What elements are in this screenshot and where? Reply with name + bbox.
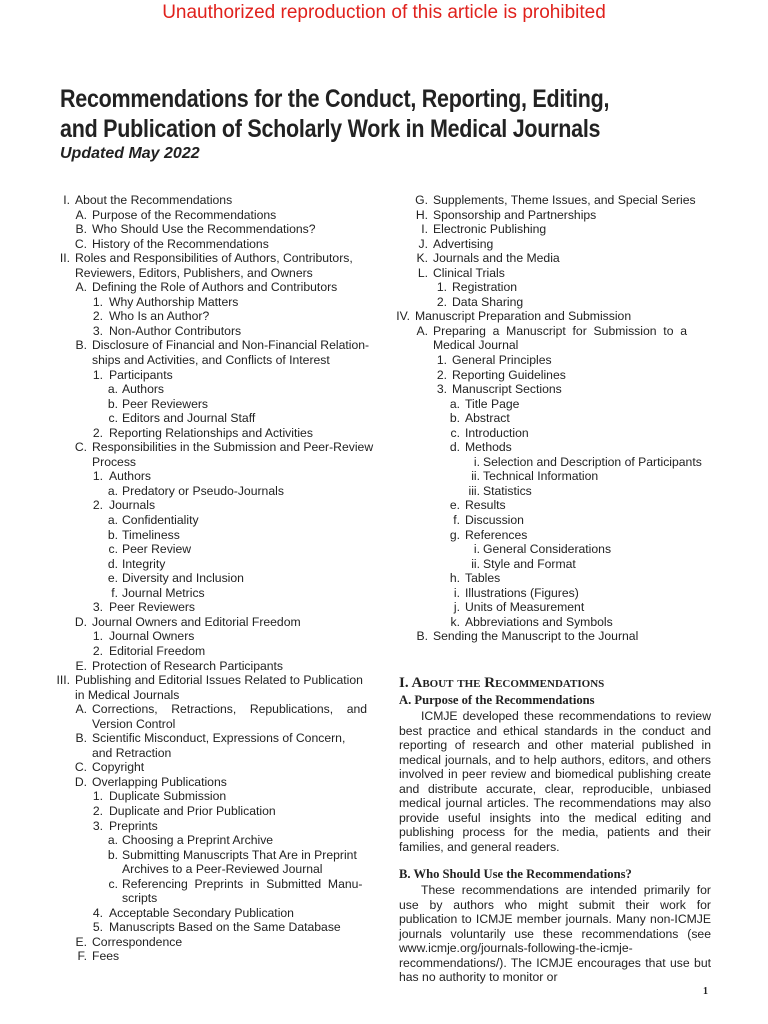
toc-entry-text: Publishing and Editorial Issues Related to Publication: [75, 673, 363, 688]
toc-entry-text: Peer Reviewers: [122, 396, 209, 411]
toc-entry-number: C.: [74, 236, 87, 251]
toc-entry-number: 1.: [92, 294, 103, 309]
toc-entry: [385, 513, 715, 528]
toc-entry: [40, 804, 375, 819]
toc-entry: [385, 469, 715, 484]
toc-entry-number: II.: [59, 251, 70, 266]
toc-entry-number: a.: [107, 833, 118, 848]
toc-entry-text: Scientific Misconduct, Expressions of Concern,: [92, 731, 346, 746]
toc-entry-text: Abbreviations and Symbols: [465, 614, 613, 629]
toc-entry-number: e.: [107, 571, 118, 586]
toc-entry-text: Fees: [92, 949, 120, 964]
toc-entry-text: Technical Information: [483, 469, 599, 484]
toc-entry: [385, 615, 715, 630]
toc-entry: [40, 702, 375, 717]
toc-entry-number: i.: [473, 542, 480, 557]
subsection-a-heading: A. Purpose of the Recommendations: [399, 693, 595, 707]
toc-entry: [40, 324, 375, 339]
toc-entry: [385, 557, 715, 572]
toc-entry-text: Editorial Freedom: [109, 643, 206, 658]
toc-entry-number: 2.: [92, 425, 103, 440]
toc-entry-number: a.: [107, 513, 118, 528]
toc-entry-number: I.: [63, 193, 70, 207]
toc-entry-number: B.: [416, 629, 428, 644]
toc-entry-text: Submitting Manuscripts That Are in Preprint: [122, 847, 357, 862]
toc-entry-text: Journal Metrics: [122, 585, 205, 600]
toc-entry-text: Referencing Preprints in Submitted Manu-: [122, 876, 363, 891]
toc-entry-number: 5.: [92, 920, 103, 935]
toc-entry-text: Illustrations (Figures): [465, 585, 579, 600]
toc-entry-text: Choosing a Preprint Archive: [122, 833, 274, 848]
toc-entry-number: ii.: [471, 469, 480, 484]
toc-entry-text: Why Authorship Matters: [109, 294, 239, 309]
toc-entry: [40, 193, 375, 208]
toc-entry: [40, 309, 375, 324]
toc-entry-text: Overlapping Publications: [92, 774, 227, 789]
toc-entry-number: IV.: [396, 309, 410, 324]
toc-entry: [385, 309, 715, 324]
toc-entry-text: Authors: [109, 469, 152, 484]
toc-entry-text: Advertising: [433, 236, 494, 251]
toc-entry-text: Who Should Use the Recommendations?: [92, 222, 316, 237]
toc-entry-text: Introduction: [465, 425, 529, 440]
toc-entry-text: Version Control: [92, 716, 176, 731]
toc-entry: [40, 557, 375, 572]
toc-entry-text: Authors: [122, 382, 165, 397]
toc-entry-number: 3.: [92, 323, 103, 338]
toc-entry-text: Data Sharing: [452, 294, 524, 309]
toc-entry: [40, 368, 375, 383]
toc-entry-number: 1.: [436, 353, 447, 368]
toc-entry-number: 2.: [92, 643, 103, 658]
document-subtitle: Updated May 2022: [60, 145, 200, 162]
toc-entry-text: Roles and Responsibilities of Authors, Contributors,: [75, 251, 353, 266]
toc-entry-number: e.: [449, 498, 460, 513]
toc-entry: [40, 833, 375, 848]
toc-entry-text: Peer Reviewers: [109, 600, 196, 615]
toc-entry-number: L.: [417, 265, 428, 280]
toc-entry-number: A.: [416, 323, 428, 338]
toc-entry-text: Archives to a Peer-Reviewed Journal: [122, 862, 323, 877]
toc-entry: [40, 862, 375, 877]
toc-entry: [40, 222, 375, 237]
toc-entry: [40, 935, 375, 950]
toc-entry: [40, 382, 375, 397]
subsection-a-paragraph: ICMJE developed these recommendations to review best practice and ethical standards in the conduct and reporting of research and other material published in medical journals, and to help authors, editors, and others involved in peer review and biomedical publishing create and distribute accurate, clear, reproducible, unbiased medical journal articles. The recommendations may also provide useful insights into the medical editing and publishing process for the media, patients and their families, and general readers.: [399, 709, 711, 854]
toc-entry-text: Manuscripts Based on the Same Database: [109, 920, 341, 935]
toc-entry-text: Journal Owners and Editorial Freedom: [92, 614, 301, 629]
toc-entry-number: H.: [415, 207, 428, 222]
toc-entry-text: Electronic Publishing: [433, 222, 547, 237]
toc-entry-text: Units of Measurement: [465, 600, 585, 615]
toc-entry-number: 1.: [436, 280, 447, 295]
toc-entry-text: Sending the Manuscript to the Journal: [433, 629, 639, 644]
toc-entry: [385, 193, 715, 208]
toc-entry-text: Timeliness: [122, 527, 180, 542]
toc-entry: [40, 266, 375, 281]
toc-entry-number: A.: [75, 280, 87, 295]
toc-entry-text: in Medical Journals: [75, 687, 180, 702]
toc-entry-text: Statistics: [483, 483, 532, 498]
toc-entry-number: C.: [74, 760, 87, 775]
toc-entry: [40, 513, 375, 528]
toc-entry-number: A.: [75, 702, 87, 717]
toc-entry: [385, 382, 715, 397]
subsection-b-paragraph: These recommendations are intended primarily for use by authors who might submit their work for publication to ICMJE member journals. Many non-ICMJE journals voluntarily use these recommendations (see www.icmje.org/journals-following-the-icmje-recommendations/). The ICMJE encourages that use but has no authority to monitor or: [399, 883, 711, 984]
toc-entry: [40, 455, 375, 470]
toc-left-column: [40, 193, 375, 964]
subsection-b-body: [399, 883, 711, 985]
toc-entry: [40, 237, 375, 252]
toc-entry-number: b.: [449, 411, 460, 426]
toc-entry: [385, 542, 715, 557]
toc-entry-text: Reviewers, Editors, Publishers, and Owners: [75, 265, 313, 280]
toc-entry-text: Registration: [452, 280, 518, 295]
toc-entry-number: b.: [107, 396, 118, 411]
toc-entry-text: Preparing a Manuscript for Submission to a: [433, 323, 688, 338]
toc-entry-number: k.: [450, 614, 460, 629]
toc-entry-text: and Retraction: [92, 745, 172, 760]
document-title: Recommendations for the Conduct, Reporting, Editing, and Publication of Scholarly Work in Medical Journals: [60, 85, 610, 143]
toc-entry-text: Responsibilities in the Submission and Peer-Review: [92, 440, 374, 455]
toc-entry-number: c.: [108, 542, 118, 557]
toc-entry: [40, 949, 375, 964]
toc-entry: [40, 644, 375, 659]
toc-entry: [40, 789, 375, 804]
toc-entry-text: Disclosure of Financial and Non-Financial Relation-: [92, 338, 370, 353]
toc-entry: [385, 295, 715, 310]
toc-entry-number: a.: [107, 483, 118, 498]
toc-entry: [385, 324, 715, 339]
toc-entry-number: C.: [74, 440, 87, 455]
toc-entry-text: Peer Review: [122, 542, 192, 557]
toc-entry: [40, 571, 375, 586]
toc-entry-number: 4.: [92, 905, 103, 920]
toc-entry-text: Participants: [109, 367, 173, 382]
toc-entry: [385, 397, 715, 412]
toc-entry-number: III.: [56, 673, 70, 688]
subsection-b-heading: B. Who Should Use the Recommendations?: [399, 867, 632, 881]
toc-right-column: [385, 193, 715, 644]
toc-entry: [40, 659, 375, 674]
toc-entry-text: Confidentiality: [122, 513, 199, 528]
reproduction-warning: Unauthorized reproduction of this article is prohibited: [162, 2, 606, 23]
toc-entry: [40, 295, 375, 310]
toc-entry: [385, 455, 715, 470]
toc-entry-number: 3.: [436, 382, 447, 397]
toc-entry-text: Diversity and Inclusion: [122, 571, 244, 586]
toc-entry-text: Medical Journal: [433, 338, 519, 353]
toc-entry: [385, 426, 715, 441]
toc-entry-number: 1.: [92, 469, 103, 484]
toc-entry-number: 1.: [92, 367, 103, 382]
toc-entry-number: b.: [107, 527, 118, 542]
toc-entry: [40, 731, 375, 746]
toc-entry-number: iii.: [468, 483, 480, 498]
toc-entry-number: E.: [75, 658, 87, 673]
toc-entry-text: Clinical Trials: [433, 265, 505, 280]
toc-entry-text: ships and Activities, and Conflicts of Interest: [92, 353, 330, 368]
toc-entry-text: Reporting Relationships and Activities: [109, 425, 313, 440]
toc-entry-text: Sponsorship and Partnerships: [433, 207, 597, 222]
toc-entry: [385, 586, 715, 601]
toc-entry: [40, 906, 375, 921]
toc-entry-text: Correspondence: [92, 934, 183, 949]
toc-entry-number: 2.: [92, 498, 103, 513]
toc-entry-number: a.: [449, 396, 460, 411]
toc-entry-text: Supplements, Theme Issues, and Special Series: [433, 193, 696, 207]
toc-entry-text: scripts: [122, 891, 158, 906]
toc-entry-text: Discussion: [465, 513, 524, 528]
toc-entry-number: B.: [75, 338, 87, 353]
toc-entry-number: A.: [75, 207, 87, 222]
toc-entry: [40, 338, 375, 353]
toc-entry: [385, 571, 715, 586]
toc-entry: [385, 280, 715, 295]
toc-entry-text: Methods: [465, 440, 512, 455]
toc-entry-number: 3.: [92, 818, 103, 833]
toc-entry: [40, 819, 375, 834]
toc-entry-text: Who Is an Author?: [109, 309, 210, 324]
toc-entry: [40, 673, 375, 688]
toc-entry-text: Purpose of the Recommendations: [92, 207, 277, 222]
toc-entry-text: About the Recommendations: [75, 193, 233, 207]
toc-entry: [40, 411, 375, 426]
toc-entry-text: Manuscript Preparation and Submission: [415, 309, 632, 324]
toc-entry: [40, 920, 375, 935]
toc-entry: [40, 629, 375, 644]
toc-entry-number: d.: [107, 556, 118, 571]
toc-entry: [40, 760, 375, 775]
toc-entry-number: c.: [450, 425, 460, 440]
toc-entry-number: h.: [449, 571, 460, 586]
page-number: 1: [703, 986, 708, 997]
toc-entry: [40, 528, 375, 543]
toc-entry-number: c.: [108, 411, 118, 426]
toc-entry-number: 2.: [92, 803, 103, 818]
toc-entry: [40, 848, 375, 863]
toc-entry: [40, 615, 375, 630]
toc-entry: [40, 498, 375, 513]
toc-entry-text: Title Page: [465, 396, 520, 411]
toc-entry-text: History of the Recommendations: [92, 236, 269, 251]
toc-entry-number: a.: [107, 382, 118, 397]
toc-entry: [385, 251, 715, 266]
toc-entry-text: Journals: [109, 498, 156, 513]
toc-entry-text: References: [465, 527, 528, 542]
toc-entry-number: 3.: [92, 600, 103, 615]
toc-entry: [385, 208, 715, 223]
toc-entry-number: 1.: [92, 789, 103, 804]
toc-entry-number: D.: [74, 774, 87, 789]
toc-entry: [385, 629, 715, 644]
toc-entry-text: Copyright: [92, 760, 145, 775]
toc-entry-number: D.: [74, 614, 87, 629]
toc-entry-number: f.: [111, 585, 118, 600]
toc-entry-text: Corrections, Retractions, Republications, and: [92, 702, 368, 717]
toc-entry: [40, 600, 375, 615]
toc-entry-text: Tables: [465, 571, 501, 586]
toc-entry-text: Duplicate Submission: [109, 789, 227, 804]
toc-entry-number: i.: [453, 585, 460, 600]
toc-entry: [40, 746, 375, 761]
toc-entry-text: Editors and Journal Staff: [122, 411, 256, 426]
toc-entry-number: ii.: [471, 556, 480, 571]
toc-entry-text: Acceptable Secondary Publication: [109, 905, 294, 920]
toc-entry: [40, 891, 375, 906]
toc-entry-text: Duplicate and Prior Publication: [109, 803, 276, 818]
toc-entry-text: Journals and the Media: [433, 251, 560, 266]
toc-entry-text: Predatory or Pseudo-Journals: [122, 483, 284, 498]
toc-entry-number: J.: [418, 236, 428, 251]
toc-entry-number: g.: [449, 527, 460, 542]
toc-entry: [385, 440, 715, 455]
toc-entry: [385, 353, 715, 368]
toc-entry-number: i.: [473, 454, 480, 469]
toc-entry: [385, 484, 715, 499]
section-heading: I. About the Recommendations: [399, 675, 605, 691]
toc-entry-text: Abstract: [465, 411, 510, 426]
toc-entry-text: General Considerations: [483, 542, 612, 557]
toc-entry: [40, 542, 375, 557]
toc-entry: [40, 469, 375, 484]
toc-entry-text: Journal Owners: [109, 629, 195, 644]
toc-entry-number: c.: [108, 876, 118, 891]
toc-entry-text: Reporting Guidelines: [452, 367, 566, 382]
toc-entry: [385, 411, 715, 426]
toc-entry: [40, 208, 375, 223]
toc-entry-number: d.: [449, 440, 460, 455]
toc-entry-number: E.: [75, 934, 87, 949]
toc-entry-number: K.: [416, 251, 428, 266]
toc-entry-text: General Principles: [452, 353, 552, 368]
toc-entry: [385, 528, 715, 543]
toc-entry-number: 2.: [436, 367, 447, 382]
toc-entry: [40, 717, 375, 732]
toc-entry: [40, 877, 375, 892]
toc-entry-number: f.: [453, 513, 460, 528]
toc-entry-text: Non-Author Contributors: [109, 323, 242, 338]
toc-entry-number: G.: [415, 193, 428, 207]
toc-entry-text: Integrity: [122, 556, 166, 571]
toc-entry: [385, 498, 715, 513]
toc-entry-number: b.: [107, 847, 118, 862]
toc-entry-number: 2.: [436, 294, 447, 309]
toc-entry-number: 2.: [92, 309, 103, 324]
toc-entry-text: Manuscript Sections: [452, 382, 562, 397]
toc-entry: [40, 775, 375, 790]
toc-entry: [40, 251, 375, 266]
toc-entry: [40, 426, 375, 441]
toc-entry: [385, 222, 715, 237]
toc-entry-number: 1.: [92, 629, 103, 644]
toc-entry-number: I.: [421, 222, 428, 237]
toc-entry: [40, 280, 375, 295]
toc-entry-text: Defining the Role of Authors and Contributors: [92, 280, 338, 295]
toc-entry-text: Results: [465, 498, 506, 513]
toc-entry-text: Style and Format: [483, 556, 576, 571]
toc-entry: [40, 397, 375, 412]
toc-entry-text: Process: [92, 454, 137, 469]
subsection-a-body: [399, 709, 711, 854]
toc-entry-text: Selection and Description of Participants: [483, 454, 702, 469]
toc-entry: [40, 484, 375, 499]
toc-entry-text: Preprints: [109, 818, 158, 833]
toc-entry: [385, 338, 715, 353]
toc-entry: [40, 688, 375, 703]
toc-entry-number: B.: [75, 731, 87, 746]
toc-entry: [40, 586, 375, 601]
toc-entry-text: Protection of Research Participants: [92, 658, 284, 673]
toc-entry: [40, 440, 375, 455]
toc-entry-number: F.: [77, 949, 87, 964]
toc-entry: [385, 600, 715, 615]
toc-entry: [40, 353, 375, 368]
toc-entry: [385, 266, 715, 281]
toc-entry-number: j.: [453, 600, 460, 615]
toc-entry: [385, 368, 715, 383]
toc-entry: [385, 237, 715, 252]
toc-entry-number: B.: [75, 222, 87, 237]
